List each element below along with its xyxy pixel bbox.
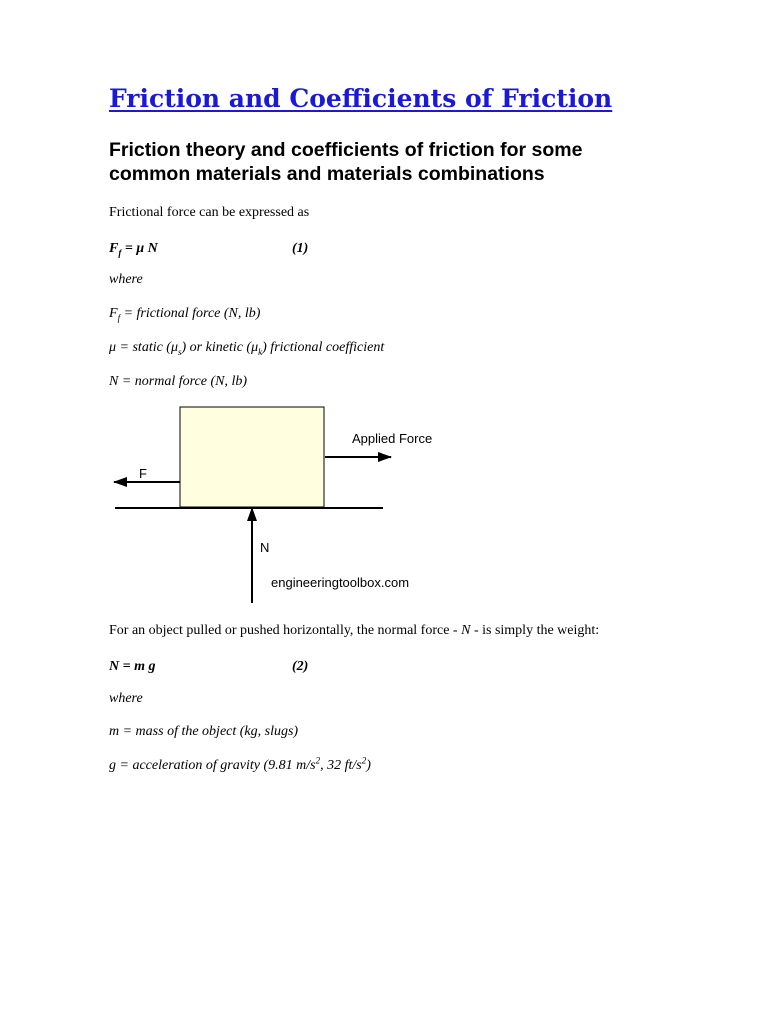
def-mass: m = mass of the object (kg, slugs): [109, 724, 299, 739]
page-title[interactable]: Friction and Coefficients of Friction: [109, 84, 613, 113]
ff-symbol: F: [109, 306, 118, 321]
applied-force-label: Applied Force: [352, 431, 433, 446]
para2-text-b: - is simply the weight:: [470, 623, 600, 638]
mu-text-c: ) frictional coefficient: [262, 340, 385, 355]
g-text-a: g = acceleration of gravity (9.81 m/s: [109, 758, 316, 773]
mu-sub-k: k: [258, 346, 263, 357]
eq1-lhs: F: [109, 241, 119, 256]
page-subtitle: Friction theory and coefficients of friction for some common materials and materials combinations: [109, 139, 583, 185]
g-sup-1: 2: [315, 755, 321, 766]
paragraph-normal-force: [109, 622, 599, 640]
diagram-watermark: engineeringtoolbox.com: [271, 575, 410, 590]
block-body: [180, 407, 324, 507]
eq1-rhs: = μ N: [121, 241, 158, 256]
def-gravity: [109, 757, 371, 775]
para2-n: N: [461, 623, 471, 638]
mu-text-a: μ = static (μ: [109, 340, 178, 355]
g-text-b: , 32 ft/s: [320, 758, 362, 773]
friction-force-label: F: [139, 466, 147, 481]
equation-1-number: (1): [292, 241, 309, 256]
g-sup-2: 2: [361, 755, 367, 766]
ff-text: = frictional force (N, lb): [120, 306, 261, 321]
mu-text-b: ) or kinetic (μ: [181, 340, 259, 355]
where-label-1: where: [109, 272, 143, 287]
g-text-c: ): [366, 758, 371, 773]
para2-text-a: For an object pulled or pushed horizontally, the normal force -: [109, 623, 462, 638]
mu-sub-s: s: [178, 346, 182, 357]
ff-subscript: f: [117, 312, 121, 323]
equation-2: N = m g: [109, 659, 156, 674]
equation-2-number: (2): [292, 659, 309, 674]
intro-text: Frictional force can be expressed as: [109, 205, 310, 220]
def-normal-force: N = normal force (N, lb): [109, 374, 248, 389]
normal-force-label: N: [260, 540, 270, 555]
eq1-lhs-sub: f: [118, 247, 122, 258]
where-label-2: where: [109, 691, 143, 706]
